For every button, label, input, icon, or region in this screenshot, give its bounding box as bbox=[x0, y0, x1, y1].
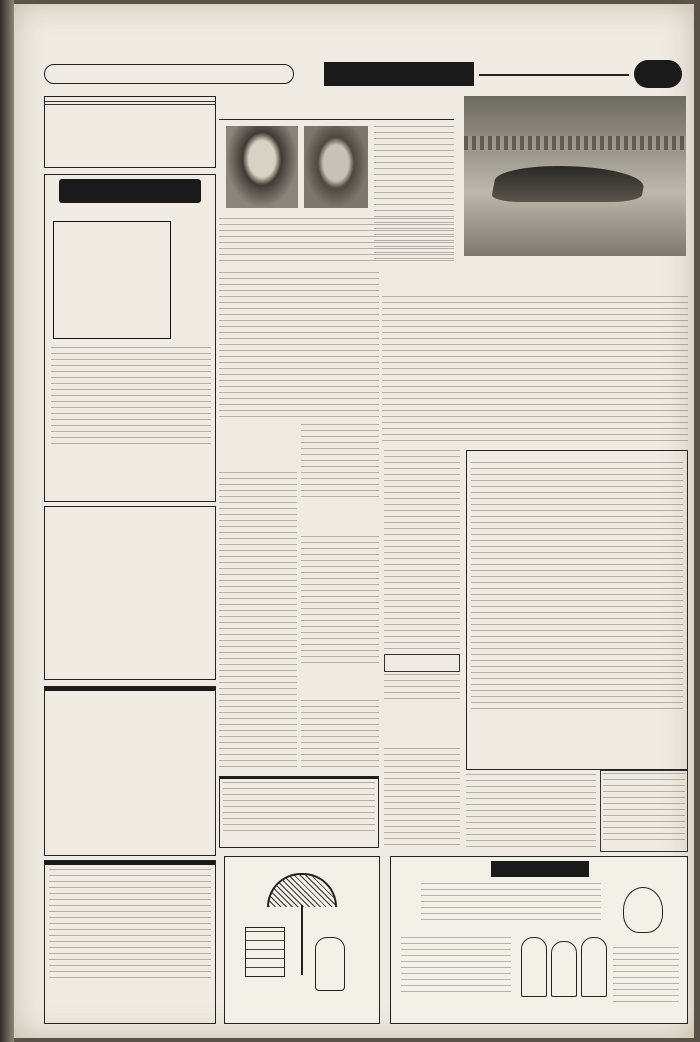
egypt-article-continued bbox=[219, 272, 379, 420]
dallas-headline bbox=[219, 424, 297, 468]
films-column-a bbox=[384, 450, 460, 650]
cartoon-box bbox=[224, 856, 380, 1024]
crossword-box bbox=[44, 174, 216, 502]
history-box bbox=[219, 776, 379, 848]
kiss-headline bbox=[301, 668, 379, 698]
believe-headline bbox=[491, 861, 589, 877]
un-box bbox=[466, 450, 688, 770]
morning-headline bbox=[384, 654, 460, 672]
believe-figure-2 bbox=[551, 941, 577, 997]
newspaper-logo bbox=[634, 60, 682, 88]
umbrella-drawing bbox=[267, 873, 337, 907]
page-binding bbox=[0, 0, 14, 1042]
un-continued bbox=[466, 774, 596, 850]
prayer-note bbox=[45, 104, 215, 105]
egypt-headline bbox=[219, 96, 454, 120]
believe-portrait bbox=[623, 887, 663, 933]
morning-body bbox=[384, 674, 460, 702]
believe-text-b bbox=[401, 937, 511, 997]
believe-text-a bbox=[421, 883, 601, 923]
crossword-column-numbers bbox=[53, 209, 171, 219]
george-headline bbox=[301, 504, 379, 534]
believe-figure-1 bbox=[521, 937, 547, 997]
photo-mahmoud-yassin bbox=[304, 126, 368, 208]
tale-box bbox=[44, 860, 216, 1024]
american-body bbox=[384, 748, 460, 848]
mid-article-body bbox=[301, 424, 379, 500]
george-body bbox=[301, 536, 379, 666]
crossword-author bbox=[187, 235, 213, 335]
masthead bbox=[44, 60, 684, 90]
films-headline bbox=[382, 270, 688, 292]
kiss-body bbox=[301, 700, 379, 772]
crossword-row-numbers bbox=[173, 221, 183, 339]
prayer-times-box bbox=[44, 96, 216, 168]
honeymoon-box bbox=[600, 770, 688, 852]
un-headline bbox=[467, 454, 687, 458]
believe-figure-3 bbox=[581, 937, 607, 997]
films-article-body bbox=[382, 296, 688, 446]
horoscope-title bbox=[45, 507, 215, 535]
solar-car-photo bbox=[464, 96, 686, 256]
believe-text-c bbox=[613, 947, 679, 1007]
cartoon-figure bbox=[315, 937, 345, 991]
egypt-article-body-b bbox=[219, 218, 454, 266]
section-title bbox=[324, 62, 474, 86]
crossword-grid[interactable] bbox=[53, 221, 171, 339]
tale-title bbox=[45, 861, 215, 865]
cartoon-window bbox=[245, 927, 285, 977]
photo-yousra bbox=[226, 126, 298, 208]
solar-car-shape bbox=[491, 166, 647, 202]
horoscope-box bbox=[44, 506, 216, 680]
pharmacies-title bbox=[45, 687, 215, 691]
believe-box bbox=[390, 856, 688, 1024]
crossword-title bbox=[59, 179, 201, 203]
american-headline bbox=[384, 706, 460, 746]
newspaper-page bbox=[14, 4, 694, 1038]
pharmacies-box bbox=[44, 686, 216, 856]
history-headline bbox=[220, 777, 378, 779]
dallas-body bbox=[219, 472, 297, 772]
